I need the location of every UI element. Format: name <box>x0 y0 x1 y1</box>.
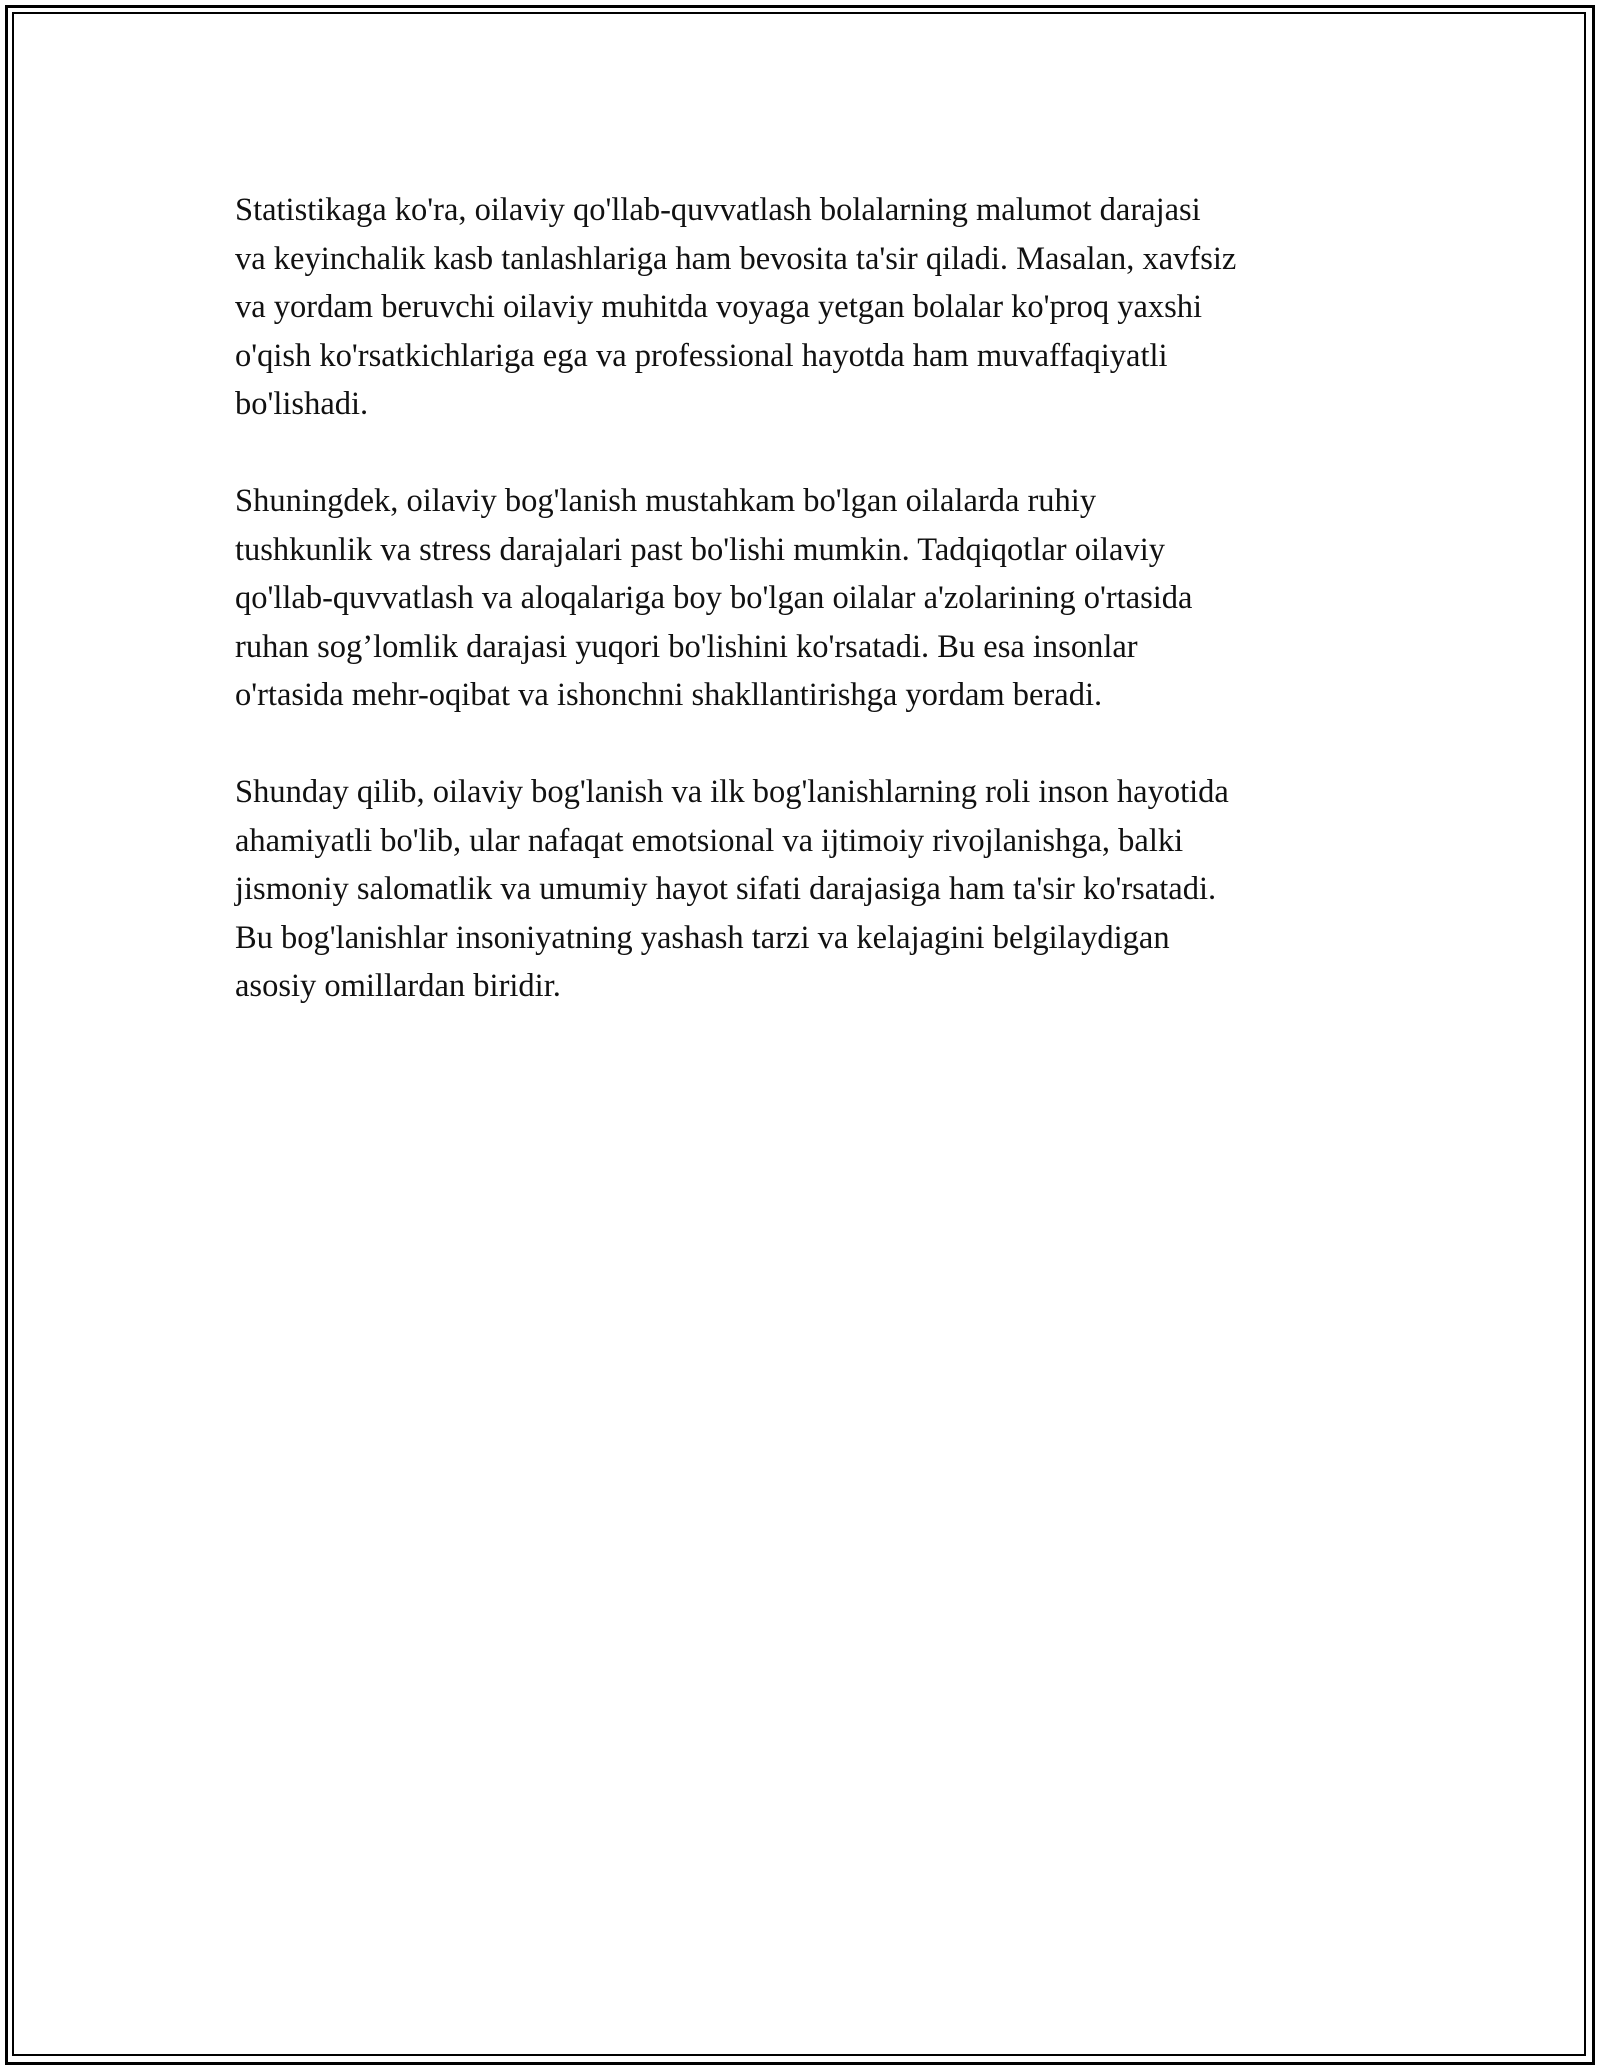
text-line: o'qish ko'rsatkichlariga ega va professional hayotda ham muvaffaqiyatli <box>235 337 1168 374</box>
paragraph-1 <box>235 186 1385 429</box>
text-line: Bu bog'lanishlar insoniyatning yashash tarzi va kelajagini belgilaydigan <box>235 919 1170 956</box>
text-line: ahamiyatli bo'lib, ular nafaqat emotsional va ijtimoiy rivojlanishga, balki <box>235 822 1184 859</box>
text-line: va yordam beruvchi oilaviy muhitda voyaga yetgan bolalar ko'proq yaxshi <box>235 289 1203 325</box>
paragraph-3 <box>235 768 1385 1011</box>
text-line: jismoniy salomatlik va umumiy hayot sifati darajasiga ham ta'sir ko'rsatadi. <box>235 871 1217 907</box>
text-line: Statistikaga ko'ra, oilaviy qo'llab-quvvatlash bolalarning malumot darajasi <box>235 192 1201 228</box>
text-line: ruhan sog’lomlik darajasi yuqori bo'lishini ko'rsatadi. Bu esa insonlar <box>235 628 1138 665</box>
text-line: o'rtasida mehr-oqibat va ishonchni shakllantirishga yordam beradi. <box>235 677 1103 713</box>
text-line: qo'llab-quvvatlash va aloqalariga boy bo'lgan oilalar a'zolarining o'rtasida <box>235 580 1193 616</box>
text-line: Shuningdek, oilaviy bog'lanish mustahkam bo'lgan oilalarda ruhiy <box>235 483 1097 519</box>
text-line: va keyinchalik kasb tanlashlariga ham bevosita ta'sir qiladi. Masalan, xavfsiz <box>235 240 1237 277</box>
document-body <box>235 186 1385 1059</box>
text-line: asosiy omillardan biridir. <box>235 968 561 1004</box>
text-line: tushkunlik va stress darajalari past bo'lishi mumkin. Tadqiqotlar oilaviy <box>235 531 1165 568</box>
text-line: bo'lishadi. <box>235 386 369 422</box>
paragraph-2 <box>235 477 1385 720</box>
text-line: Shunday qilib, oilaviy bog'lanish va ilk bog'lanishlarning roli inson hayotida <box>235 774 1229 810</box>
